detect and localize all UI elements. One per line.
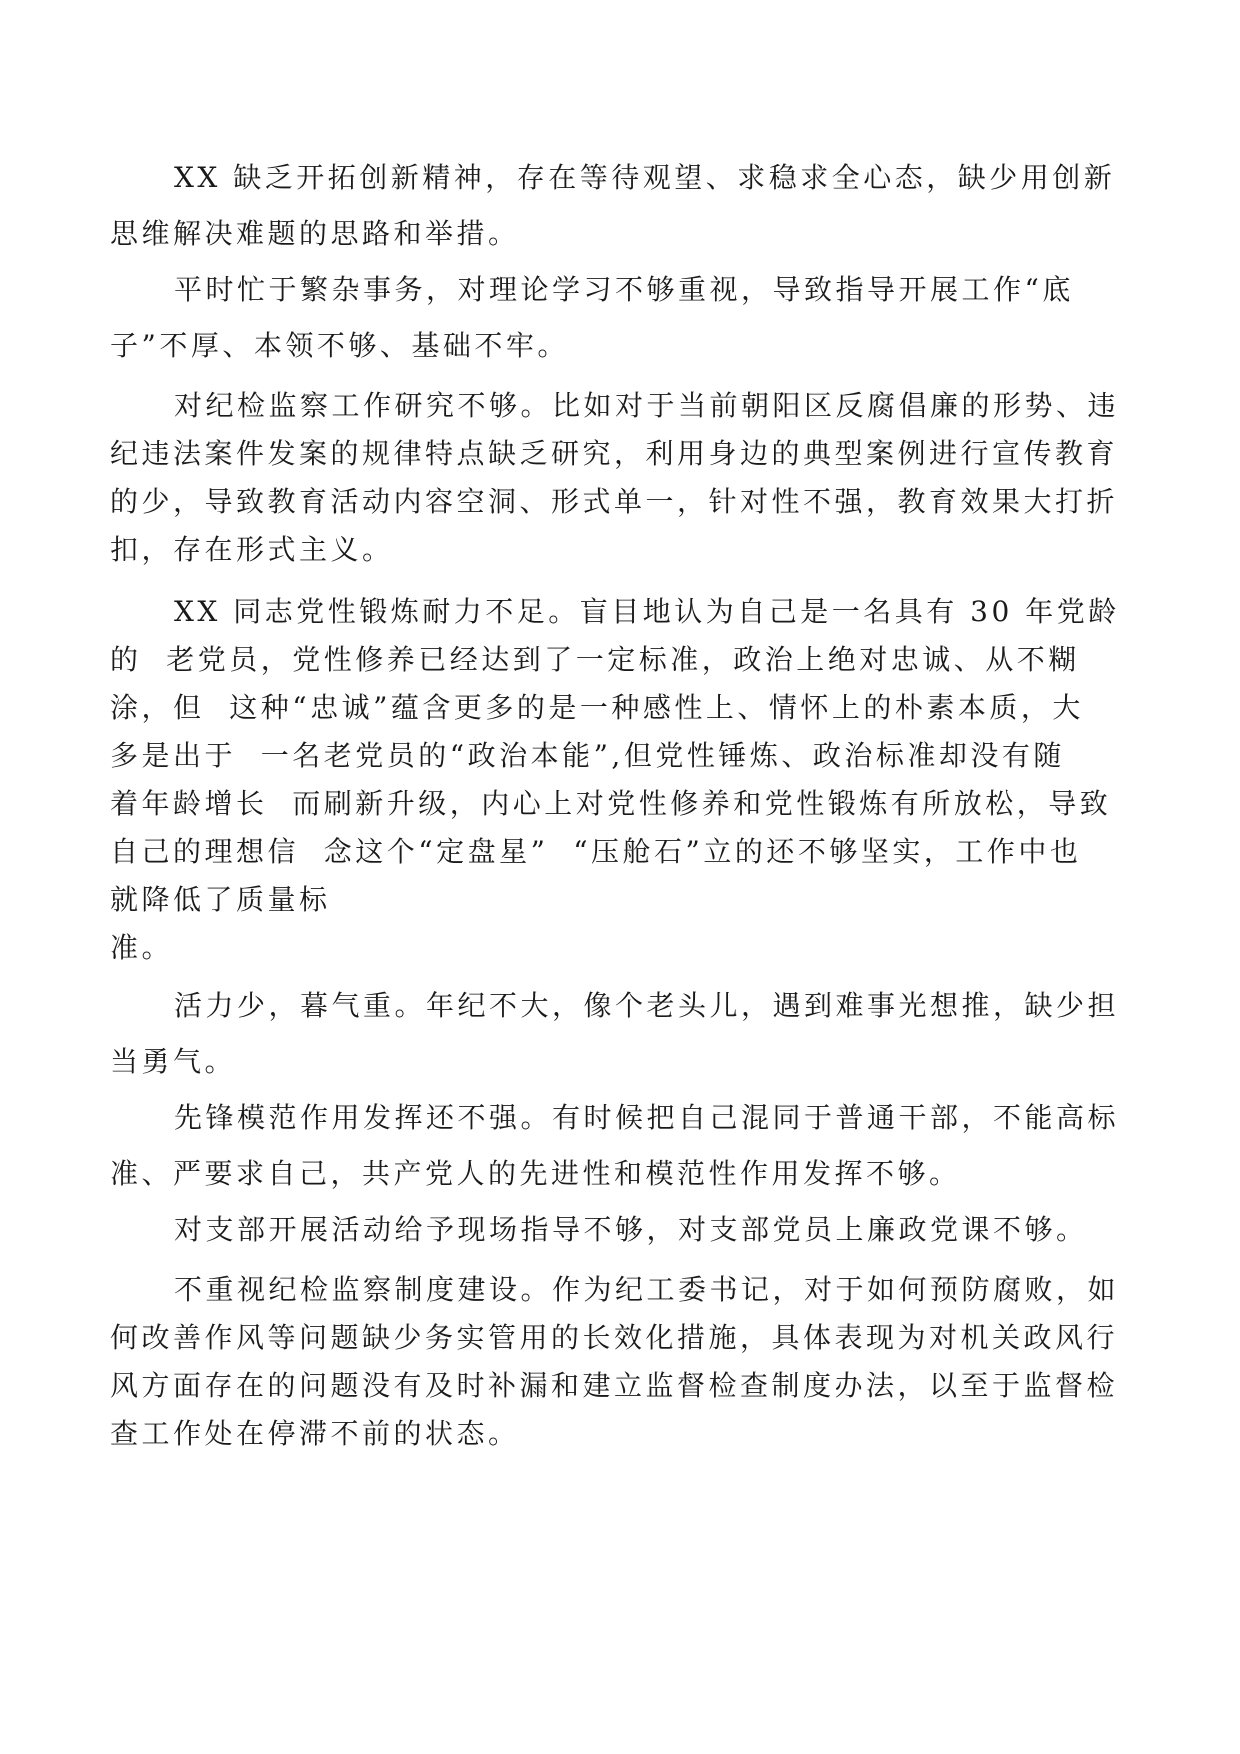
- text-line: 子”不厚、本领不够、基础不牢。: [110, 329, 569, 362]
- paragraph-innovation: [110, 150, 1130, 262]
- text-line: 扣，存在形式主义。: [110, 533, 394, 566]
- text-line: 的少，导致教育活动内容空洞、形式单一，针对性不强，教育效果大打折: [110, 485, 1119, 518]
- text-line: 多是出于 一名老党员的“政治本能”,但党性锤炼、政治标准却没有随: [110, 739, 1065, 772]
- document-body: [110, 150, 1130, 1458]
- text-line: 不重视纪检监察制度建设。作为纪工委书记，对于如何预防腐败，如: [174, 1273, 1120, 1306]
- paragraph-vitality: [110, 978, 1130, 1090]
- text-line: 何改善作风等问题缺少务实管用的长效化措施，具体表现为对机关政风行: [110, 1321, 1119, 1354]
- text-line: XX 同志党性锻炼耐力不足。盲目地认为自己是一名具有 30 年党龄: [174, 595, 1120, 628]
- text-line: 准、严要求自己，共产党人的先进性和模范性作用发挥不够。: [110, 1157, 961, 1190]
- text-line: 查工作处在停滞不前的状态。: [110, 1417, 520, 1450]
- text-line: 准。: [110, 931, 174, 964]
- text-line: 平时忙于繁杂事务，对理论学习不够重视，导致指导开展工作“底: [174, 273, 1074, 306]
- paragraph-discipline-research: [110, 382, 1130, 574]
- text-line: 对支部开展活动给予现场指导不够，对支部党员上廉政党课不够。: [174, 1213, 1088, 1246]
- text-line: 涂，但 这种“忠诚”蕴含更多的是一种感性上、情怀上的朴素本质，大: [110, 691, 1084, 724]
- text-line: 自己的理想信 念这个“定盘星” “压舱石”立的还不够坚实，工作中也: [110, 835, 1082, 868]
- paragraph-system-building: [110, 1266, 1130, 1458]
- paragraph-party-spirit: [110, 588, 1130, 972]
- paragraph-theory-study: [110, 262, 1130, 374]
- paragraph-vanguard-role: [110, 1090, 1130, 1202]
- text-line: 先锋模范作用发挥还不强。有时候把自己混同于普通干部，不能高标: [174, 1101, 1120, 1134]
- text-line: 当勇气。: [110, 1045, 237, 1078]
- paragraph-branch-guidance: [110, 1202, 1130, 1258]
- text-line: 着年龄增长 而刷新升级，内心上对党性修养和党性锻炼有所放松，导致: [110, 787, 1112, 820]
- text-line: 思维解决难题的思路和举措。: [110, 217, 520, 250]
- text-line: XX 缺乏开拓创新精神，存在等待观望、求稳求全心态，缺少用创新: [174, 161, 1116, 194]
- text-line: 纪违法案件发案的规律特点缺乏研究，利用身边的典型案例进行宣传教育: [110, 437, 1119, 470]
- text-line: 的 老党员，党性修养已经达到了一定标准，政治上绝对忠诚、从不糊: [110, 643, 1080, 676]
- text-line: 风方面存在的问题没有及时补漏和建立监督检查制度办法，以至于监督检: [110, 1369, 1119, 1402]
- text-line: 就降低了质量标: [110, 883, 331, 916]
- text-line: 活力少，暮气重。年纪不大，像个老头儿，遇到难事光想推，缺少担: [174, 989, 1120, 1022]
- text-line: 对纪检监察工作研究不够。比如对于当前朝阳区反腐倡廉的形势、违: [174, 389, 1120, 422]
